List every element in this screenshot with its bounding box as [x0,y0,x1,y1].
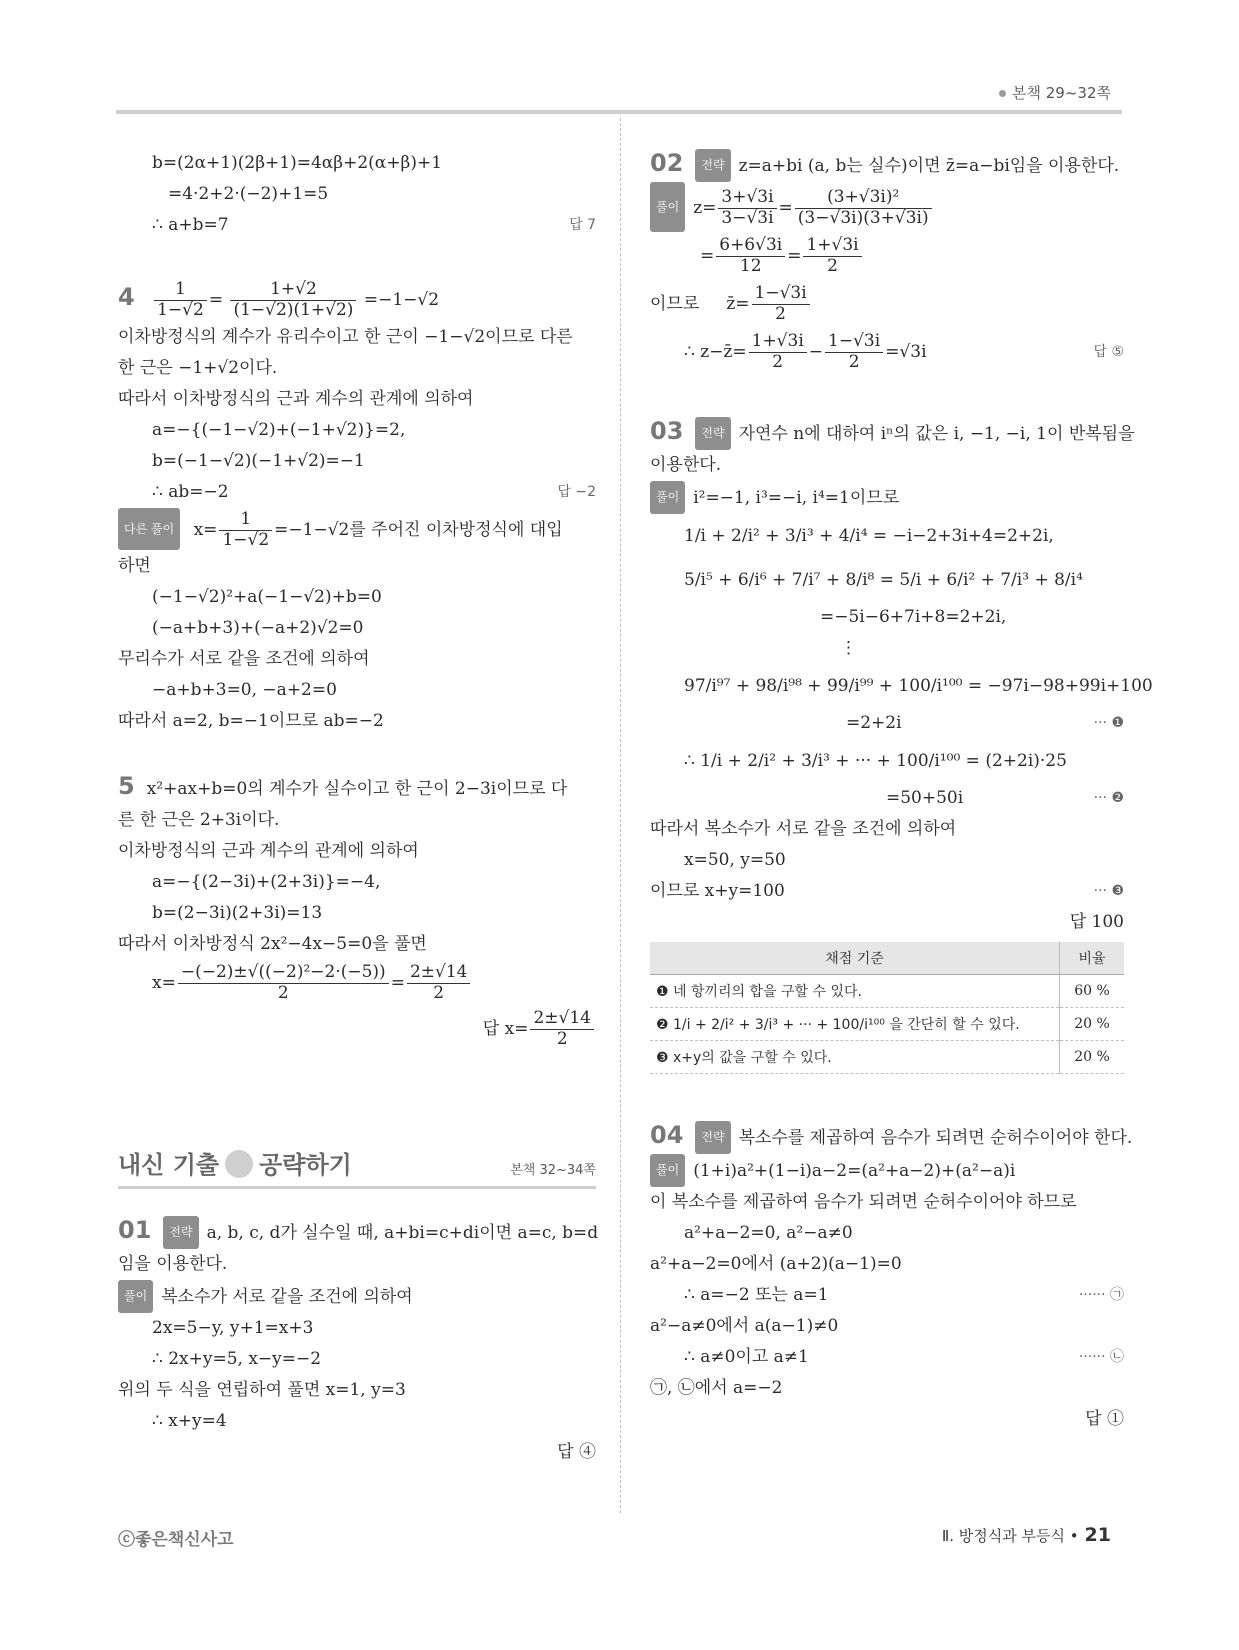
question-03-head: 03 전략 자연수 n에 대하여 iⁿ의 값은 i, −1, −i, 1이 반복됨을 [650,416,1124,450]
strategy-badge: 전략 [695,149,730,182]
eq-line: x=50, y=50 [684,850,786,870]
fraction: $\frac{2\pm√14}{2}$ [530,1009,594,1049]
text-line: 이 복소수를 제곱하여 음수가 되려면 순허수이어야 하므로 [650,1192,1077,1212]
fraction: $\frac{1}{1-√2}$ [219,510,272,550]
header-rule [116,110,1122,114]
text-line: 따라서 이차방정식 2x²−4x−5=0을 풀면 [118,933,427,954]
eq-line: ∴ a+b=7 답 7 [118,210,596,241]
eq-line: =4·2+2·(−2)+1=5 [168,184,329,204]
problem-4-head: 4 $\frac{1}{1-√2}$ = $\frac{1+√2}{(1-√2)(1+√2)}$ =−1−√2 [118,279,440,320]
fraction: $\frac{\text{−(−2)±√((−2)²−2·(−5))}}{2}$ [178,963,389,1003]
eq-line: 풀이 z= $\frac{3+√3i}{3-√3i}$ = $\frac{\text{(3+√3i)²}}{(3-√3i)(3+√3i)}$ [650,182,1124,232]
step-marker: ··· ❸ [1093,883,1124,899]
fraction: $\frac{1+√2}{(1-√2)(1+√2)}$ [230,280,356,320]
text-line: 풀이 (1+i)a²+(1−i)a−2=(a²+a−2)+(a²−a)i [650,1154,1124,1187]
question-01-head: 01 전략 a, b, c, d가 실수일 때, a+bi=c+di이면 a=c, b=d [118,1215,596,1249]
solution-badge: 풀이 [650,182,685,232]
text-line: 임을 이용한다. [118,1253,228,1274]
answer: 답 ④ [557,1441,596,1462]
eq-line: a=−{(−1−√2)+(−1+√2)}=2, [152,420,406,440]
table-row [650,1041,1124,1074]
eq-line: a=−{(2−3i)+(2+3i)}=−4, [152,871,381,892]
text-line: a²−a≠0에서 a(a−1)≠0 [650,1316,839,1336]
answer: 답 100 [1069,912,1124,932]
problem-number: 4 [118,283,135,311]
eq-line: b=(−1−√2)(−1+√2)=−1 [152,451,365,471]
scroll-seal-icon [225,1150,253,1178]
eq-line: 1/i + 2/i² + 3/i³ + 4/i⁴ = −i−2+3i+4=2+2i, [684,526,1054,546]
text-line: 이차방정식의 계수가 유리수이고 한 근이 −1−√2이므로 다른 [118,327,573,347]
text-line: 따라서 a=2, b=−1이므로 ab=−2 [118,710,384,731]
eq-line: ∴ a=−2 또는 a=1 ······ ㉠ [650,1280,1124,1311]
eq-line: =−5i−6+7i+8=2+2i, [820,607,1007,627]
table-cell: 20 % [1060,1008,1125,1041]
eq-line: a²+a−2=0, a²−a≠0 [684,1223,853,1243]
eq-line: ∴ x+y=4 [152,1410,227,1431]
text-line: 이차방정식의 근과 계수의 관계에 의하여 [118,840,419,861]
eq-line: x= $\frac{\text{−(−2)±√((−2)²−2·(−5))}}{2}$ = $\frac{2\pm√14}{2}$ [118,960,596,1006]
fraction: $\frac{\text{(3+√3i)²}}{(3-√3i)(3+√3i)}$ [795,188,932,228]
text-line: 따라서 복소수가 서로 같을 조건에 의하여 [650,819,957,839]
section-title: 내신 기출 공략하기 [118,1150,352,1179]
table-cell: 60 % [1060,975,1125,1008]
eq-line: =2+2i ··· ❶ [650,708,1124,739]
question-02-head: 02 전략 z=a+bi (a, b는 실수)이면 z̄=a−bi임을 이용한다. [650,148,1124,182]
left-column [118,148,599,1468]
fraction: $\frac{6+6√3i}{12}$ [716,236,785,276]
equation-marker: ······ ㉡ [1078,1349,1124,1365]
text-line: 풀이 복소수가 서로 같을 조건에 의하여 [118,1280,596,1313]
solution-badge: 풀이 [118,1280,153,1313]
strategy-badge: 전략 [163,1216,198,1249]
step-marker: ··· ❶ [1093,715,1124,731]
eq-line: b=(2−3i)(2+3i)=13 [152,902,323,923]
answer: 답 ① [1085,1409,1124,1429]
eq-line: −a+b+3=0, −a+2=0 [152,679,337,700]
eq-line: 97/i⁹⁷ + 98/i⁹⁸ + 99/i⁹⁹ + 100/i¹⁰⁰ = −97i−98+99i+100 [684,676,1153,696]
eq-line: ∴ 1/i + 2/i² + 3/i³ + ··· + 100/i¹⁰⁰ = (2+2i)·25 [684,751,1067,771]
table-cell: 20 % [1060,1041,1125,1074]
equation-marker: ······ ㉠ [1078,1287,1124,1303]
eq-line: 5/i⁵ + 6/i⁶ + 7/i⁷ + 8/i⁸ = 5/i + 6/i² + 7/i³ + 8/i⁴ [684,570,1083,590]
eq-line: ∴ z−z̄= $\frac{1+√3i}{2}$ − $\frac{1-√3i}{2}$ =√3i 답 ⑤ [650,328,1124,376]
page-footer [942,1524,1111,1546]
eq-line: (−a+b+3)+(−a+2)√2=0 [152,617,364,638]
eq-line: = $\frac{6+6√3i}{12}$ = $\frac{1+√3i}{2}$ [650,232,1124,280]
page-number: 21 [1084,1524,1111,1546]
fraction: $\frac{1+√3i}{2}$ [749,332,807,372]
section-header [118,1146,596,1189]
text-line: 위의 두 식을 연립하여 풀면 x=1, y=3 [118,1379,406,1400]
right-column [650,148,1153,1435]
page-reference: 본책 29~32쪽 [999,82,1111,103]
text-line: a²+a−2=0에서 (a+2)(a−1)=0 [650,1254,902,1274]
vertical-ellipsis: ⋮ [840,638,857,658]
problem-5-head: 5 x²+ax+b=0의 계수가 실수이고 한 근이 2−3i이므로 다 [118,771,568,800]
table-cell: ❸ x+y의 값을 구할 수 있다. [650,1041,1060,1074]
chapter-title: Ⅱ. 방정식과 부등식 • [941,1527,1079,1545]
text-line: 하면 [118,555,151,576]
bullet-dot-icon [999,90,1006,97]
eq-line: ∴ ab=−2 답 −2 [118,477,596,508]
alt-solution: 다른 풀이 x= $\frac{1}{1-√2}$ =−1−√2를 주어진 이차방정식에 대입 [118,508,596,551]
table-cell: ❷ 1/i + 2/i² + 3/i³ + ··· + 100/i¹⁰⁰ 을 간단히 할 수 있다. [650,1008,1060,1041]
question-04-head: 04 전략 복소수를 제곱하여 음수가 되려면 순허수이어야 한다. [650,1120,1124,1154]
solution-badge: 풀이 [650,481,685,514]
answer: 답 x= $\frac{2\pm√14}{2}$ [118,1006,596,1052]
problem-number: 01 [118,1215,152,1244]
strategy-badge: 전략 [695,417,730,450]
table-cell: ❶ 네 항끼리의 합을 구할 수 있다. [650,975,1060,1008]
fraction: $\frac{1+√3i}{2}$ [803,236,861,276]
answer: 답 ⑤ [1093,344,1124,360]
strategy-badge: 전략 [695,1121,730,1154]
answer: 답 −2 [557,484,596,500]
text-line: 른 한 근은 2+3i이다. [118,809,280,830]
table-header: 채점 기준 [650,942,1060,975]
text-line: 이용한다. [650,455,722,475]
eq-line: ∴ a≠0이고 a≠1 ······ ㉡ [650,1342,1124,1373]
fraction: $\frac{1}{1-√2}$ [154,280,207,320]
text-line: 풀이 i²=−1, i³=−i, i⁴=1이므로 [650,481,1124,514]
text-line: 무리수가 서로 같을 조건에 의하여 [118,648,370,669]
table-row [650,975,1124,1008]
fraction: $\frac{1-√3i}{2}$ [825,332,883,372]
solution-badge: 풀이 [650,1154,685,1187]
alt-solution-badge: 다른 풀이 [118,508,180,550]
table-header: 비율 [1060,942,1125,975]
table-header-row [650,942,1124,975]
eq-line: 이므로 z̄= $\frac{1-√3i}{2}$ [650,280,1124,328]
text-line: 이므로 x+y=100 ··· ❸ [650,876,1124,907]
fraction: $\frac{3+√3i}{3-√3i}$ [718,188,776,228]
publisher-logo: ⓒ좋은책신사고 [118,1530,234,1550]
problem-number: 04 [650,1121,684,1149]
table-row [650,1008,1124,1041]
column-divider [620,118,621,1513]
eq-line: b=(2α+1)(2β+1)=4αβ+2(α+β)+1 [152,153,443,173]
problem-number: 02 [650,149,684,177]
grading-table [650,942,1124,1074]
eq-line: 2x=5−y, y+1=x+3 [152,1317,314,1338]
text-line: 한 근은 −1+√2이다. [118,358,278,378]
problem-number: 03 [650,417,684,445]
answer: 답 7 [569,217,596,233]
problem-number: 5 [118,771,135,800]
section-reference: 본책 32~34쪽 [510,1162,596,1178]
fraction: $\frac{2\pm√14}{2}$ [407,963,471,1003]
eq-line: (−1−√2)²+a(−1−√2)+b=0 [152,586,382,607]
eq-line: =50+50i ··· ❷ [650,783,1124,814]
eq-line: ∴ 2x+y=5, x−y=−2 [152,1348,322,1369]
text-line: 따라서 이차방정식의 근과 계수의 관계에 의하여 [118,389,474,409]
text-line: ㉠, ㉡에서 a=−2 [650,1378,783,1398]
fraction: $\frac{1-√3i}{2}$ [752,284,810,324]
step-marker: ··· ❷ [1093,790,1124,806]
